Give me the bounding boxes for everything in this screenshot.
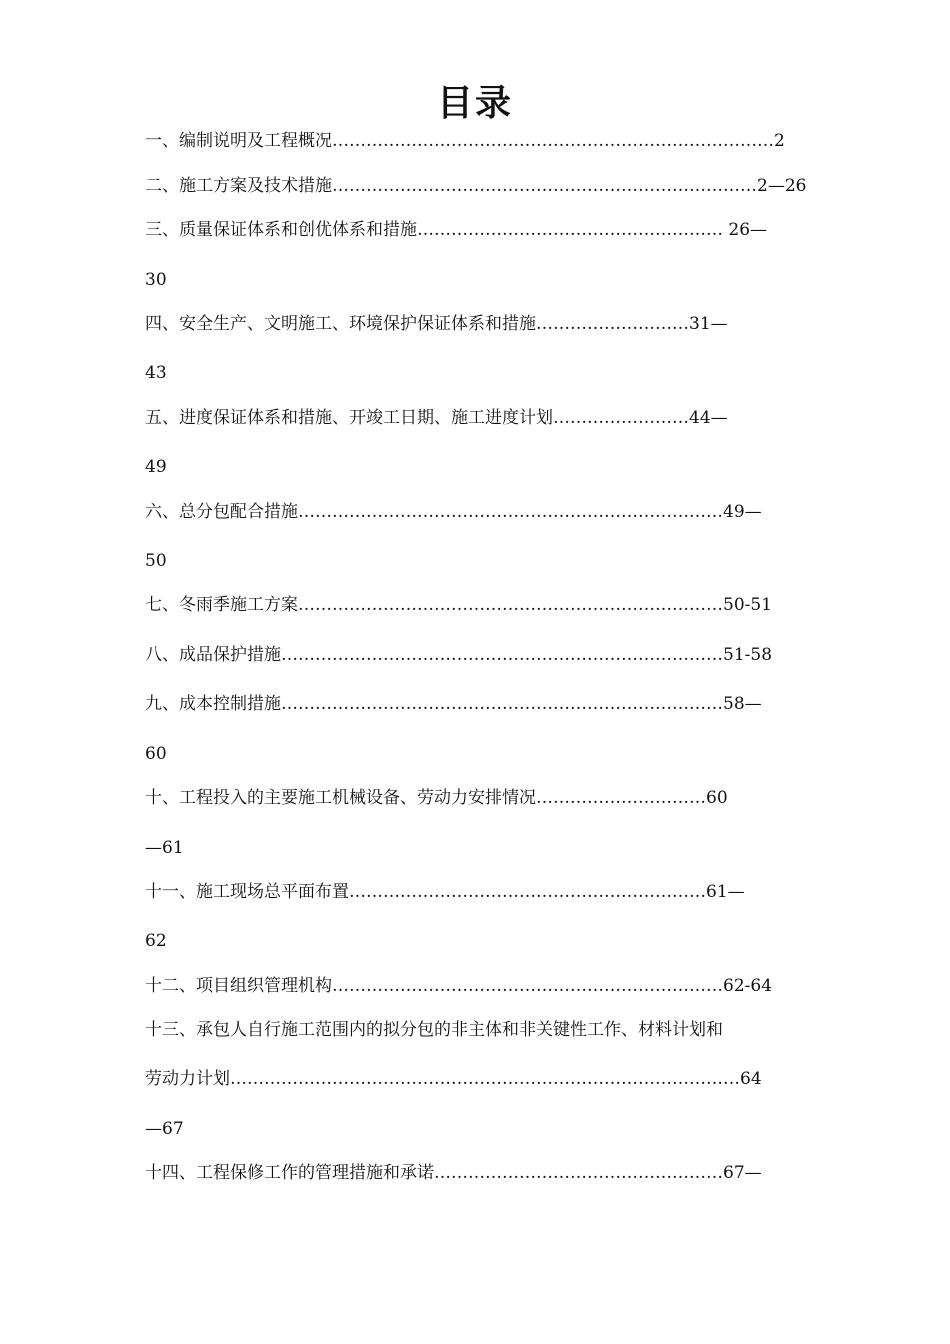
toc-text: 六、总分包配合措施…………………………………………………………………49— <box>145 502 762 522</box>
toc-line <box>145 974 810 998</box>
toc-text: 五、进度保证体系和措施、开竣工日期、施工进度计划……………………44— <box>145 408 728 428</box>
toc-line <box>145 218 810 242</box>
toc-line <box>145 406 810 430</box>
toc-line <box>145 786 810 810</box>
toc-text: 七、冬雨季施工方案…………………………………………………………………50-51 <box>145 595 773 615</box>
toc-text: 43 <box>145 363 167 383</box>
toc-line <box>145 643 810 667</box>
toc-text: 二、施工方案及技术措施…………………………………………………………………2—26 <box>145 176 807 196</box>
toc-line <box>145 836 810 860</box>
toc-line <box>145 929 810 953</box>
toc-text: 十三、承包人自行施工范围内的拟分包的非主体和非关键性工作、材料计划和 <box>145 1020 723 1040</box>
toc-text: —67 <box>145 1119 184 1139</box>
toc-line <box>145 312 810 336</box>
toc-text: 劳动力计划………………………………………………………………………………64 <box>145 1069 762 1089</box>
toc-text: —61 <box>145 838 184 858</box>
toc-line <box>145 880 810 904</box>
toc-text: 四、安全生产、文明施工、环境保护保证体系和措施………………………31— <box>145 314 728 334</box>
toc-line <box>145 268 810 292</box>
toc-line <box>145 455 810 479</box>
toc-text: 49 <box>145 457 167 477</box>
toc-text: 三、质量保证体系和创优体系和措施……………………………………………… 26— <box>145 220 768 240</box>
toc-line <box>145 549 810 573</box>
toc-line <box>145 174 810 198</box>
toc-text: 30 <box>145 270 167 290</box>
toc-text: 八、成品保护措施……………………………………………………………………51-58 <box>145 645 773 665</box>
toc-line <box>145 1067 810 1091</box>
toc-text: 十一、施工现场总平面布置………………………………………………………61— <box>145 882 745 902</box>
toc-line <box>145 1018 810 1042</box>
toc-text: 十四、工程保修工作的管理措施和承诺……………………………………………67— <box>145 1163 762 1183</box>
toc-line <box>145 500 810 524</box>
toc-line <box>145 129 810 153</box>
toc-text: 九、成本控制措施……………………………………………………………………58— <box>145 694 762 714</box>
toc-text: 50 <box>145 551 167 571</box>
toc-line <box>145 593 810 617</box>
toc-text: 60 <box>145 744 167 764</box>
page-title: 目录 <box>436 83 513 124</box>
toc-text: 62 <box>145 931 167 951</box>
toc-text: 一、编制说明及工程概况……………………………………………………………………2 <box>145 131 785 151</box>
toc-text: 十二、项目组织管理机构……………………………………………………………62-64 <box>145 976 773 996</box>
toc-line <box>145 692 810 716</box>
toc-line <box>145 1161 810 1185</box>
toc-line <box>145 1117 810 1141</box>
toc-line <box>145 742 810 766</box>
toc-line <box>145 361 810 385</box>
toc-text: 十、工程投入的主要施工机械设备、劳动力安排情况…………………………60 <box>145 788 728 808</box>
